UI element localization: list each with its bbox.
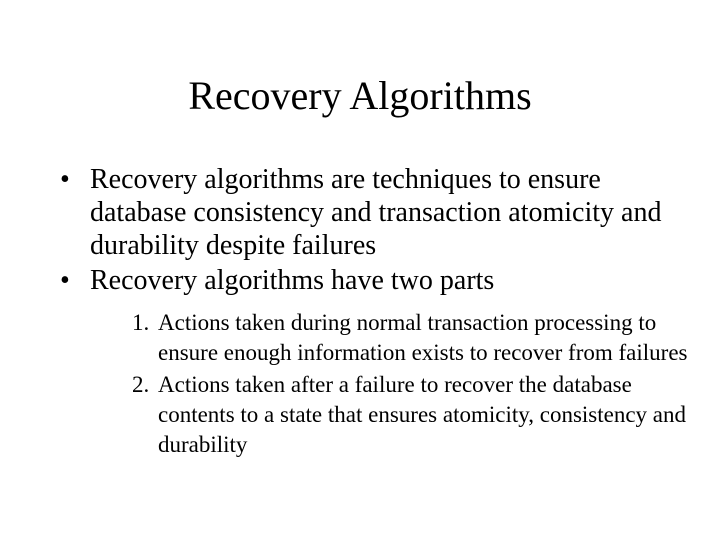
bullet-text: Recovery algorithms are techniques to ensure database consistency and transaction atomicity and durability despite failures bbox=[90, 164, 662, 261]
item-number: 2. bbox=[132, 372, 150, 397]
slide-title: Recovery Algorithms bbox=[188, 73, 532, 118]
numbered-item bbox=[132, 308, 712, 368]
bullet-marker: • bbox=[60, 164, 70, 195]
numbered-item bbox=[132, 370, 712, 460]
bullet-text: Recovery algorithms have two parts bbox=[90, 265, 495, 296]
bullet-marker: • bbox=[60, 265, 70, 296]
bullet-item bbox=[56, 163, 696, 262]
numbered-sublist bbox=[132, 308, 712, 460]
bullet-item bbox=[56, 264, 696, 460]
bullet-list bbox=[56, 163, 696, 462]
item-text: Actions taken during normal transaction processing to ensure enough information exists to recover from failures bbox=[158, 310, 688, 365]
item-text: Actions taken after a failure to recover the database contents to a state that ensures atomicity, consistency and durability bbox=[158, 372, 687, 457]
item-number: 1. bbox=[132, 310, 150, 335]
